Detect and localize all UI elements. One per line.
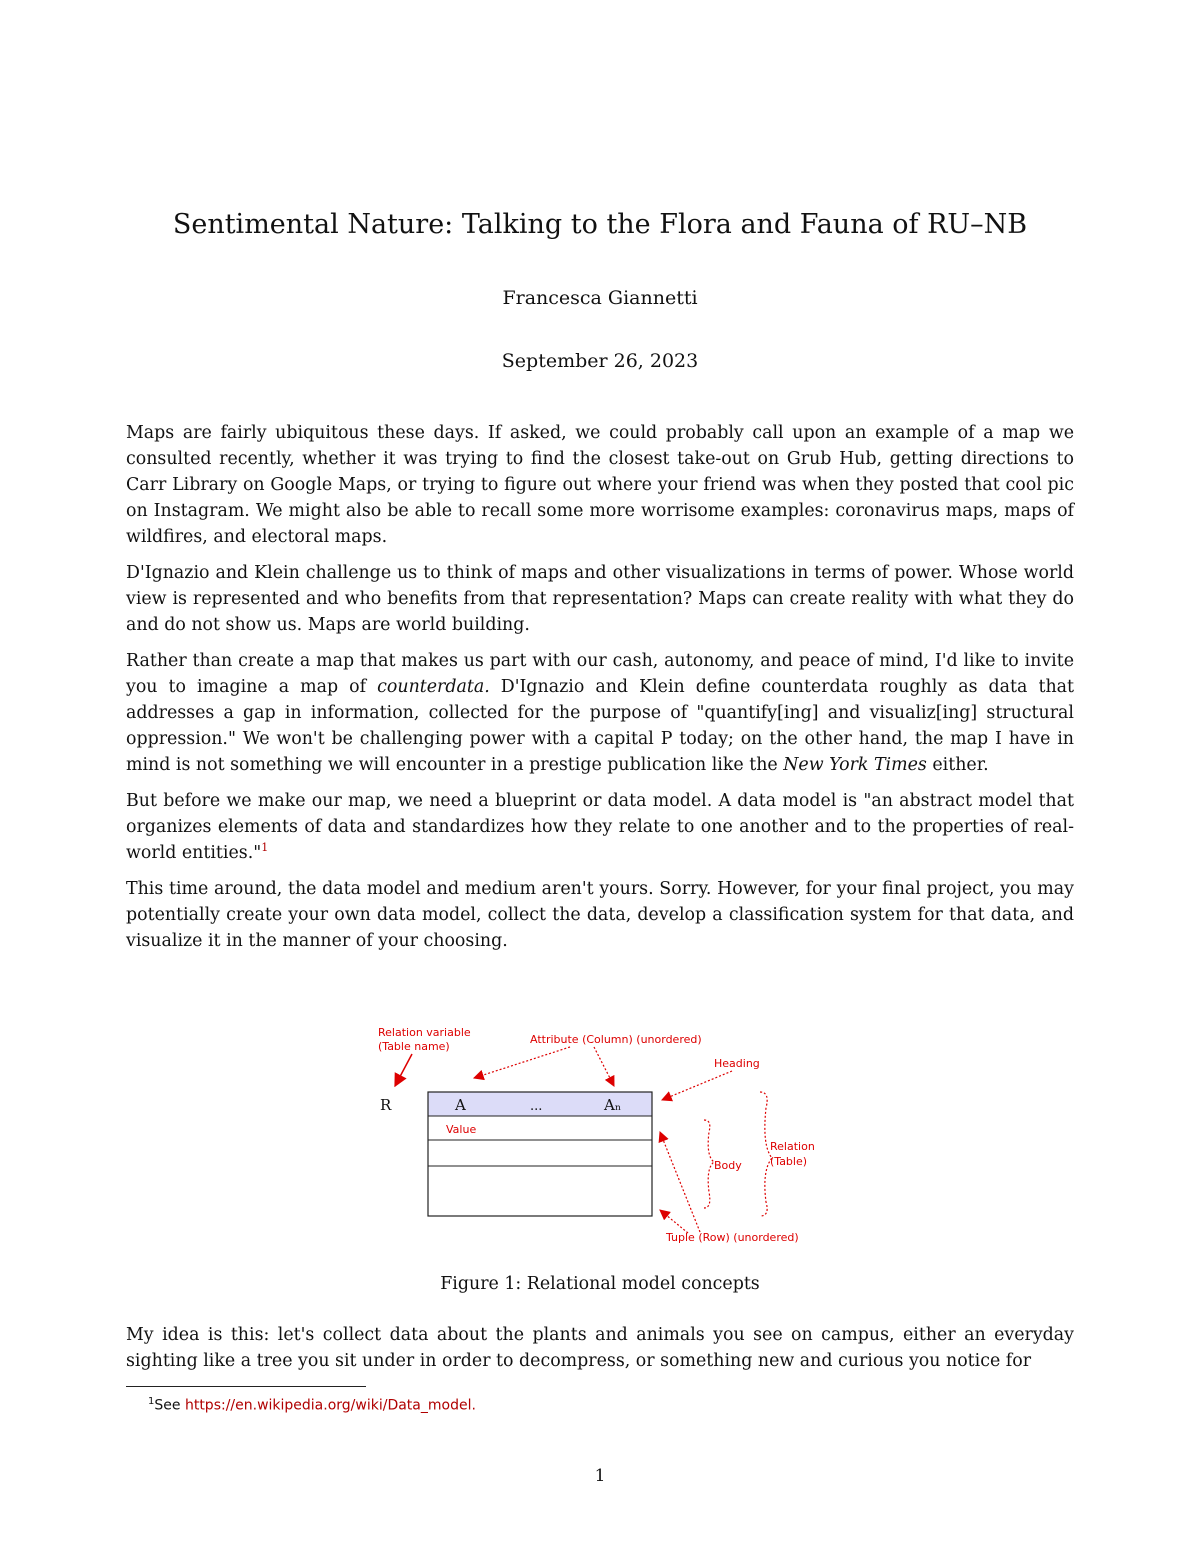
- attribute-dots: ...: [530, 1099, 543, 1114]
- footnote-ref[interactable]: 1: [261, 841, 269, 855]
- footnote-rule: [126, 1386, 366, 1387]
- relation-variable-arrow: [395, 1054, 412, 1086]
- relation-variable-label: Relation variable: [378, 1026, 471, 1039]
- paragraph-3: [126, 648, 1074, 778]
- footnote: [148, 1392, 1068, 1416]
- relation-brace: [760, 1092, 772, 1216]
- relational-model-diagram: [0, 1020, 1200, 1260]
- author: Francesca Giannetti: [502, 287, 698, 309]
- body-brace: [704, 1120, 714, 1208]
- paragraph-1: Maps are fairly ubiquitous these days. If asked, we could probably call upon an example of a map we consulted recently, whether it was trying to find the closest take-out on Grub Hub, getting directions to Carr Library on Google Maps, or trying to figure out where your friend was when they posted that cool pic on Instagram. We might also be able to recall some more worrisome examples: coronavirus maps, maps of wildfires, and electoral maps.: [126, 423, 1074, 547]
- attribute-an: Aₙ: [604, 1096, 622, 1114]
- body-label: Body: [714, 1159, 742, 1172]
- page-title: Sentimental Nature: Talking to the Flora and Fauna of RU–NB: [172, 209, 1028, 240]
- continued-text: [126, 1322, 1074, 1374]
- body-text: [126, 420, 1074, 964]
- tuple-arrow-down: [660, 1210, 688, 1233]
- tuple-arrow-up: [660, 1132, 700, 1232]
- page-number: 1: [594, 1466, 606, 1486]
- value-label: Value: [446, 1123, 477, 1136]
- emphasis-nyt: New York Times: [783, 755, 927, 775]
- attribute-label: Attribute (Column) (unordered): [530, 1033, 702, 1046]
- paragraph-6: My idea is this: let's collect data about the plants and animals you see on campus, either an everyday sighting like a tree you sit under in order to decompress, or something new and curious you notice for: [126, 1325, 1074, 1371]
- relation-table-label: (Table): [770, 1155, 808, 1168]
- footnote-prefix: See: [154, 1397, 185, 1414]
- footnote-number: 1: [148, 1396, 155, 1407]
- tuple-label: Tuple (Row) (unordered): [666, 1231, 799, 1244]
- relational-model-figure: [0, 1020, 1200, 1260]
- figure-caption: Figure 1: Relational model concepts: [440, 1274, 760, 1294]
- paragraph-5: This time around, the data model and medium aren't yours. Sorry. However, for your final project, you may potentially create your own data model, collect the data, develop a classification system for that data, and visualize it in the manner of your choosing.: [126, 879, 1074, 951]
- paragraph-4: [126, 788, 1074, 866]
- heading-label: Heading: [714, 1057, 760, 1070]
- footnote-link[interactable]: https://en.wikipedia.org/wiki/Data_model.: [184, 1397, 476, 1414]
- paragraph-3-part-c: either.: [926, 755, 989, 775]
- paragraph-3-part-b: D'Ignazio and Klein define counterdata roughly as data that addresses a gap in information, collected for the purpose of "quantify[ing] and visualiz[ing] structural oppression." We won't be challenging power with a capital P today; on the other hand, the map I have in mind is not something we will encounter in a prestige publication like the: [126, 677, 1074, 775]
- paragraph-4-text: But before we make our map, we need a blueprint or data model. A data model is "an abstract model that organizes elements of data and standardizes how they relate to one another and to the properties of real-world entities.": [126, 791, 1074, 863]
- emphasis-counterdata: counterdata.: [377, 677, 490, 697]
- attribute-arrow-right: [594, 1047, 614, 1086]
- relation-letter: R: [380, 1096, 392, 1114]
- date: September 26, 2023: [501, 350, 699, 372]
- attribute-arrow-left: [474, 1047, 570, 1078]
- heading-arrow: [662, 1071, 732, 1100]
- attribute-a1: A: [455, 1096, 466, 1114]
- paragraph-3-part-a: Rather than create a map that makes us part with our cash, autonomy, and peace of mind, I'd like to invite you to imagine a map of: [126, 651, 1074, 697]
- table-name-label: (Table name): [378, 1040, 450, 1053]
- relation-label: Relation: [770, 1140, 815, 1153]
- paragraph-2: D'Ignazio and Klein challenge us to think of maps and other visualizations in terms of power. Whose world view is represented and who benefits from that representation? Maps can create reality with what they do and do not show us. Maps are world building.: [126, 563, 1074, 635]
